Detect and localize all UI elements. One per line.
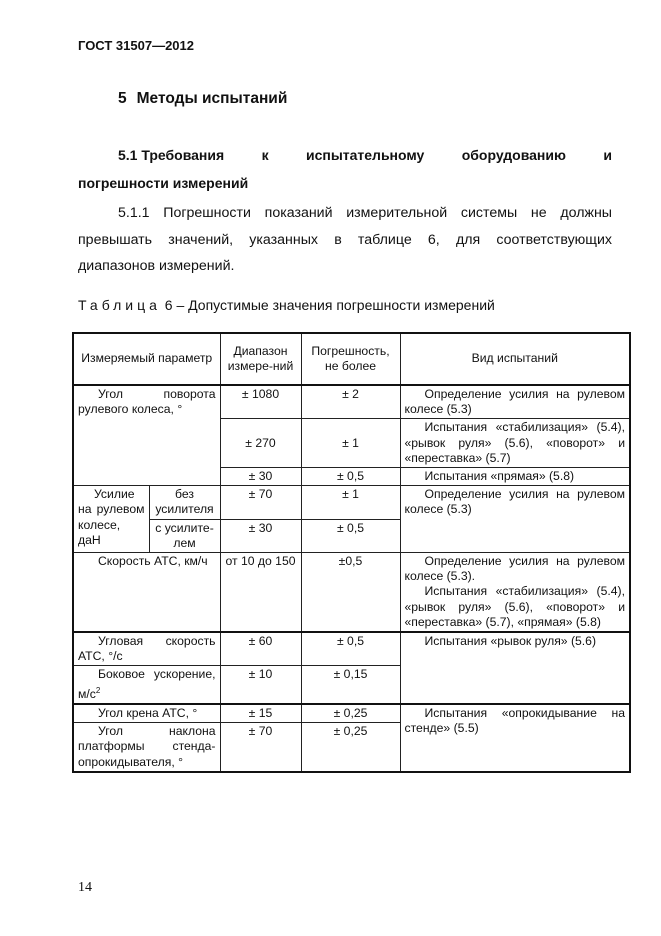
subsection-heading-cont: погрешности измерений [78, 175, 249, 191]
cell-error: ± 1 [301, 419, 400, 468]
cell-test: Определение усилия на рулевом колесе (5.3) [400, 486, 630, 553]
caption-label: Таблица [78, 297, 161, 313]
cell-error: ± 2 [301, 385, 400, 419]
cell-range: ± 10 [220, 666, 301, 704]
header-test: Вид испытаний [400, 333, 630, 385]
cell-test [400, 553, 630, 633]
cell-range: ± 70 [220, 723, 301, 772]
subsection-word: и [603, 147, 612, 163]
cell-param-text: Боковое ускорение, м/с [78, 667, 216, 701]
cell-error: ± 0,25 [301, 704, 400, 723]
subsection-word: испытательному [305, 147, 425, 163]
cell-error: ±0,5 [301, 553, 400, 633]
cell-range: ± 60 [220, 632, 301, 666]
cell-test: Испытания «рывок руля» (5.6) [400, 632, 630, 704]
section-heading [118, 90, 287, 108]
header-error: Погрешность, не более [301, 333, 400, 385]
header-range: Диапазон измере-ний [220, 333, 301, 385]
cell-error: ± 1 [301, 486, 400, 519]
paragraph-line: превышать значений, указанных в таблице 6, для соответствующих [78, 231, 612, 248]
cell-range: ± 30 [220, 519, 301, 552]
page-number: 14 [78, 880, 92, 895]
cell-test-line: Определение усилия на рулевом колесе (5.3). [404, 554, 625, 584]
table-row [73, 553, 630, 633]
cell-error: ± 0,25 [301, 723, 400, 772]
cell-param-text: Усилие на рулевом колесе, даН [78, 487, 145, 547]
cell-range: ± 30 [220, 468, 301, 486]
cell-param: Угол наклона платформы стенда-опрокидывателя, ° [73, 723, 220, 772]
tolerance-table [72, 332, 631, 773]
paragraph-line: 5.1.1 Погрешности показаний измерительной системы не должны [118, 205, 612, 221]
cell-range: от 10 до 150 [220, 553, 301, 633]
cell-test: Испытания «стабилизация» (5.4), «рывок руля» (5.6), «поворот» и «переставка» (5.7) [400, 419, 630, 468]
cell-param: Угол поворота рулевого колеса, ° [73, 385, 220, 486]
subsection-heading [118, 147, 612, 163]
cell-test: Испытания «опрокидывание на стенде» (5.5) [400, 704, 630, 772]
cell-error: ± 0,15 [301, 666, 400, 704]
paragraph-line: диапазонов измерений. [78, 258, 235, 274]
cell-test: Определение усилия на рулевом колесе (5.3) [400, 385, 630, 419]
caption-text: 6 – Допустимые значения погрешности измерений [160, 297, 495, 313]
table-row [73, 385, 630, 419]
cell-range: ± 70 [220, 486, 301, 519]
cell-test: Испытания «прямая» (5.8) [400, 468, 630, 486]
cell-error: ± 0,5 [301, 519, 400, 552]
paragraph-5-1-1 [78, 200, 612, 280]
table-row [73, 704, 630, 723]
cell-range: ± 1080 [220, 385, 301, 419]
cell-error: ± 0,5 [301, 632, 400, 666]
subsection-word: к [261, 147, 269, 163]
section-number: 5 [118, 90, 127, 107]
subsection-word: 5.1 Требования [118, 147, 225, 163]
cell-error: ± 0,5 [301, 468, 400, 486]
header-param: Измеряемый параметр [73, 333, 220, 385]
cell-param: Угловая скорость АТС, °/с [73, 632, 220, 666]
superscript: 2 [95, 685, 101, 695]
document-header: ГОСТ 31507—2012 [78, 38, 194, 53]
table-row [73, 632, 630, 666]
subsection-word: оборудованию [461, 147, 566, 163]
cell-range: ± 15 [220, 704, 301, 723]
table-header-row [73, 333, 630, 385]
section-title: Методы испытаний [136, 90, 288, 107]
table-row [73, 486, 630, 519]
cell-test-line: Испытания «стабилизация» (5.4), «рывок руля» (5.6), «поворот» и «переставка» (5.7), «прямая» (5.8) [404, 584, 625, 629]
table-caption [78, 297, 495, 313]
cell-subparam: без усилителя [149, 486, 220, 519]
cell-param: Угол крена АТС, ° [73, 704, 220, 723]
cell-param: Скорость АТС, км/ч [73, 553, 220, 633]
cell-subparam: с усилите-лем [149, 519, 220, 552]
cell-param [73, 486, 149, 553]
cell-range: ± 270 [220, 419, 301, 468]
cell-param [73, 666, 220, 704]
